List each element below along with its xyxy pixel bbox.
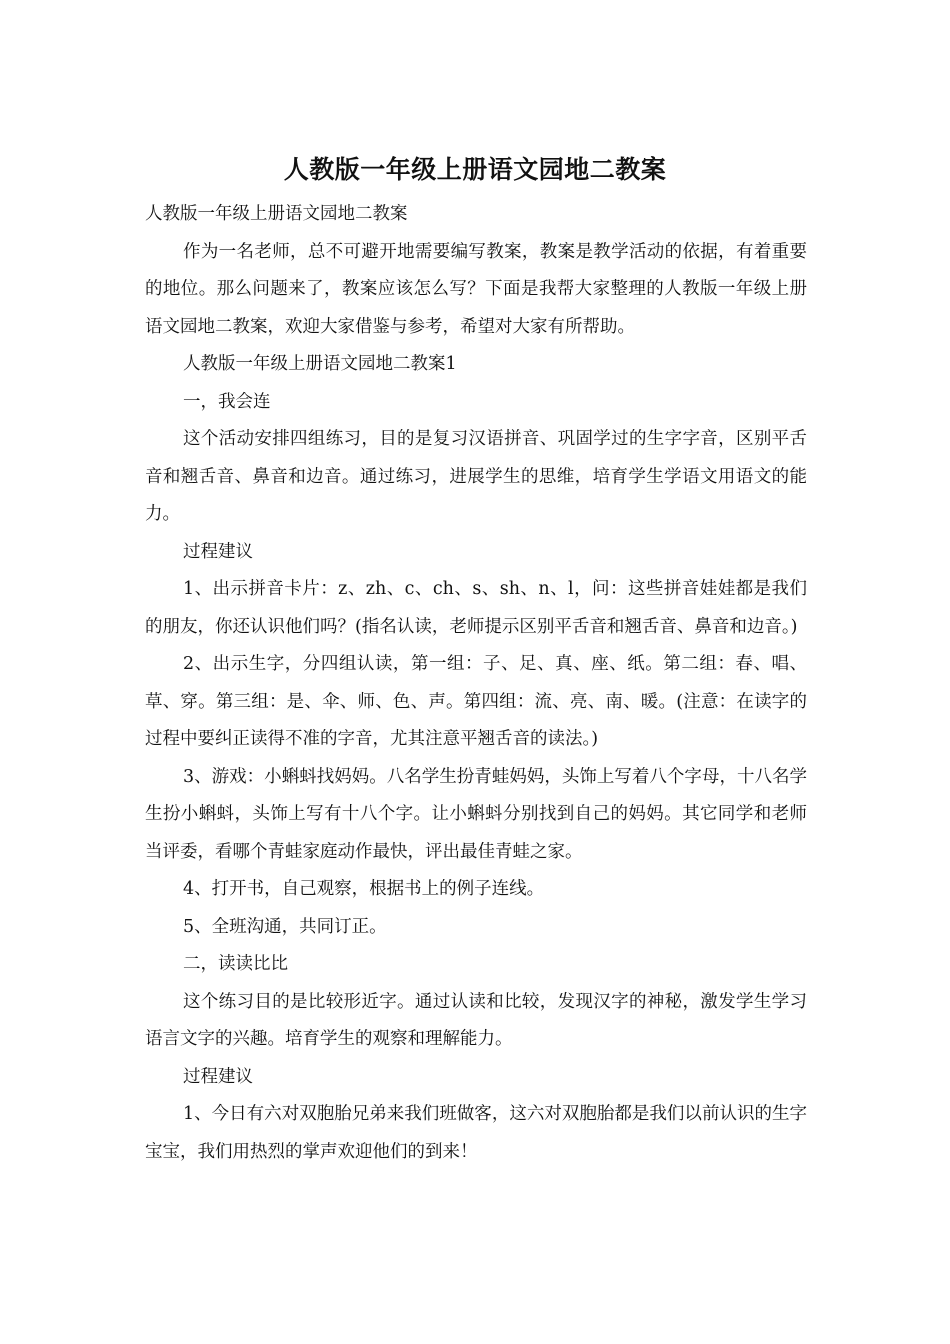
- part-heading: 二，读读比比: [183, 954, 288, 974]
- list-item: 4、打开书，自己观察，根据书上的例子连线。: [183, 879, 545, 899]
- document-title: 人教版一年级上册语文园地二教案: [283, 155, 667, 184]
- part-heading: 一，我会连: [183, 391, 271, 412]
- list-item: 5、全班沟通，共同订正。: [183, 916, 387, 937]
- list-item: 3、游戏：小蝌蚪找妈妈。八名学生扮青蛙妈妈，头饰上写着八个字母，十八名学生扮小蝌蚪，头饰上写有十八个字。让小蝌蚪分别找到自己的妈妈。其它同学和老师当评委，看哪个青蛙家庭动作最快，评出最佳青蛙之家。: [145, 766, 807, 862]
- body-paragraph: 这个练习目的是比较形近字。通过认读和比较，发现汉字的神秘，激发学生学习语言文字的兴趣。培育学生的观察和理解能力。: [145, 991, 807, 1049]
- list-item: 1、今日有六对双胞胎兄弟来我们班做客，这六对双胞胎都是我们以前认识的生字宝宝，我们用热烈的掌声欢迎他们的到来！: [145, 1104, 807, 1162]
- list-item: 1、出示拼音卡片：z、zh、c、ch、s、sh、n、l，问：这些拼音娃娃都是我们的朋友，你还认识他们吗？(指名认读，老师提示区别平舌音和翘舌音、鼻音和边音。): [145, 579, 807, 637]
- list-item: 2、出示生字，分四组认读，第一组：子、足、真、座、纸。第二组：春、唱、草、穿。第三组：是、伞、师、色、声。第四组：流、亮、南、暖。(注意：在读字的过程中要纠正读得不准的字音，尤其注意平翘舌音的读法。): [145, 654, 807, 749]
- section-heading: 人教版一年级上册语文园地二教案1: [183, 354, 457, 374]
- subheading: 过程建议: [183, 1066, 253, 1087]
- subtitle-paragraph: 人教版一年级上册语文园地二教案: [145, 204, 408, 224]
- document-body: [145, 196, 807, 1171]
- body-paragraph: 这个活动安排四组练习，目的是复习汉语拼音、巩固学过的生字字音，区别平舌音和翘舌音、鼻音和边音。通过练习，进展学生的思维，培育学生学语文用语文的能力。: [145, 429, 807, 524]
- subheading: 过程建议: [183, 541, 253, 562]
- intro-paragraph: 作为一名老师，总不可避开地需要编写教案，教案是教学活动的依据，有着重要的地位。那么问题来了，教案应该怎么写？下面是我帮大家整理的人教版一年级上册语文园地二教案，欢迎大家借鉴与参考，希望对大家有所帮助。: [145, 241, 807, 337]
